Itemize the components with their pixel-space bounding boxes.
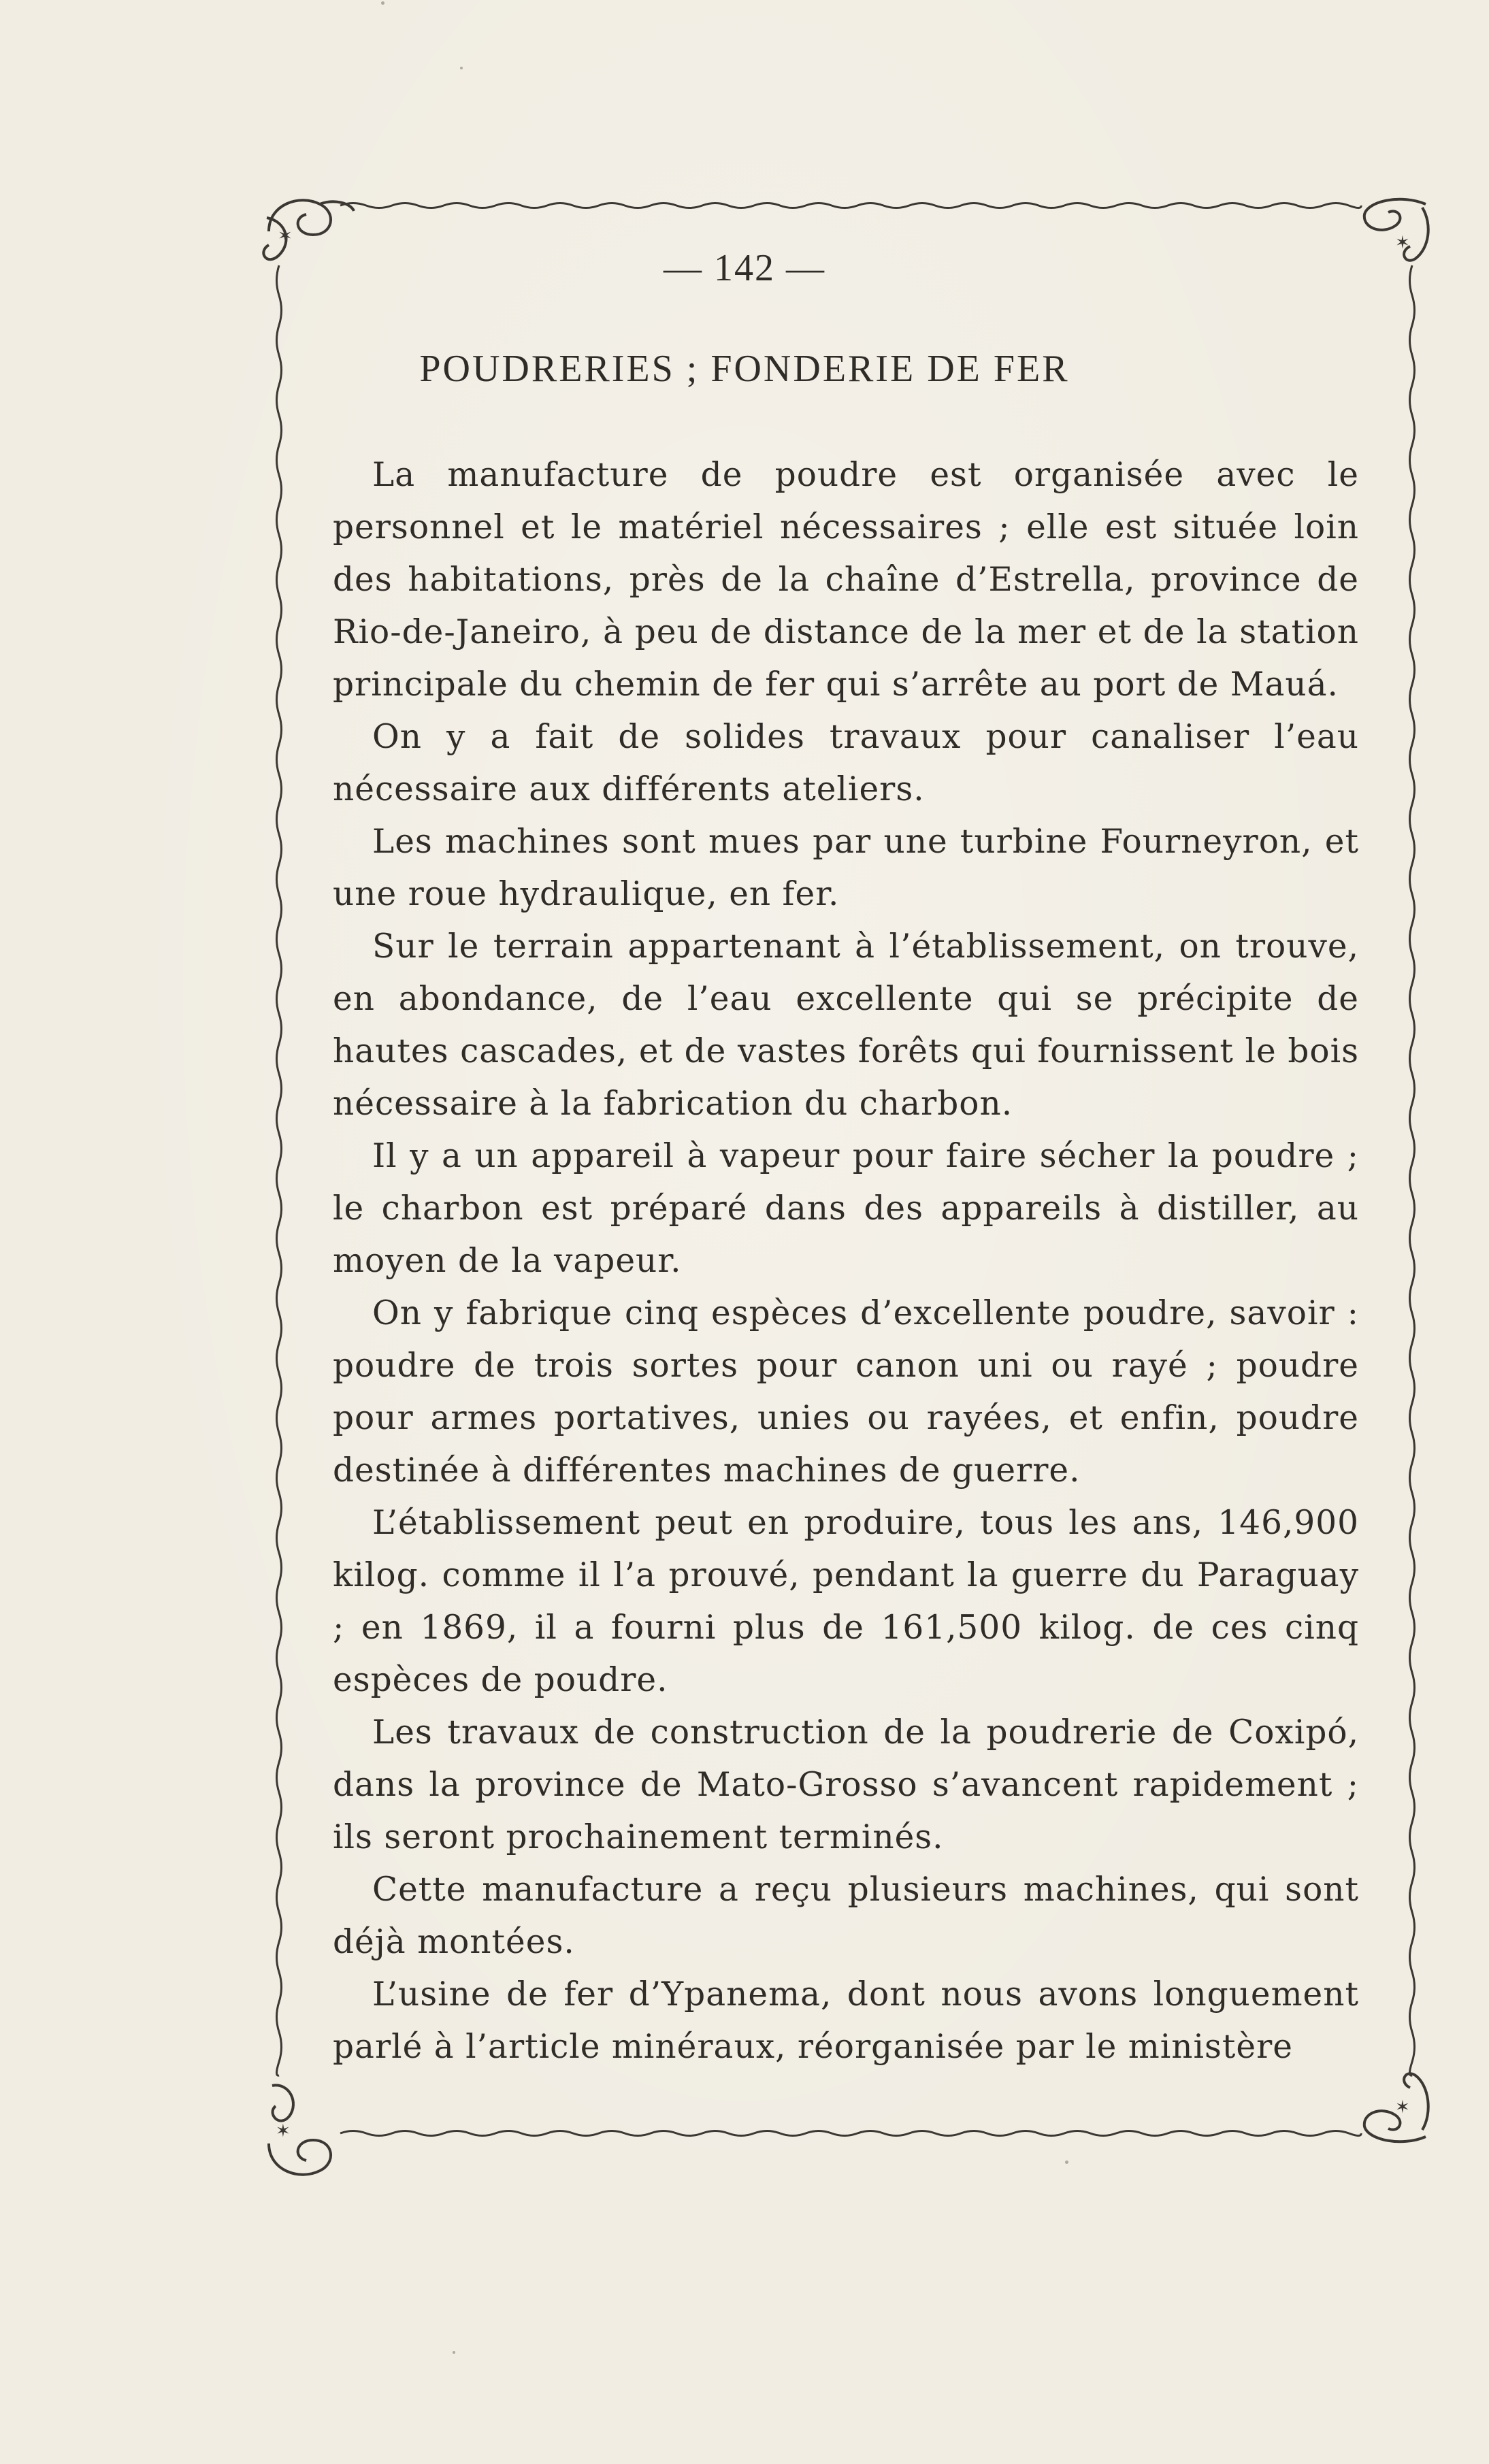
right-wave-rule: [1410, 265, 1415, 2075]
section-heading: POUDRERIES ; FONDERIE DE FER: [419, 348, 1070, 390]
paragraph: Les machines sont mues par une turbine Fourneyron, et une roue hydraulique, en fer.: [333, 823, 1359, 913]
paragraph: L’usine de fer d’Ypanema, dont nous avons longuement parlé à l’article minéraux, réorganisée par le ministère: [333, 1975, 1359, 2066]
top-wave-rule: [340, 203, 1361, 208]
paragraph: On y fabrique cinq espèces d’excellente poudre, savoir : poudre de trois sortes pour canon uni ou rayé ; poudre pour armes portatives, unies ou rayées, et enfin, poudre destinée à différentes machines de guerre.: [333, 1294, 1359, 1490]
paragraph: On y a fait de solides travaux pour canaliser l’eau nécessaire aux différents ateliers.: [333, 718, 1359, 808]
svg-text:✶: ✶: [1395, 233, 1410, 253]
paragraph: Cette manufacture a reçu plusieurs machines, qui sont déjà montées.: [333, 1871, 1359, 1961]
corner-ornament-bottom-left: [269, 2085, 331, 2174]
body-text: [333, 449, 1359, 2073]
paragraph: La manufacture de poudre est organisée avec le personnel et le matériel nécessaires ; elle est située loin des habitations, près de la chaîne d’Estrella, province de Rio-de-Janeiro, à peu de distance de la mer et de la station principale du chemin de fer qui s’arrête au port de Mauá.: [333, 456, 1359, 704]
speck: [453, 2351, 455, 2354]
speck: [381, 1, 384, 5]
svg-text:✶: ✶: [1395, 2097, 1410, 2118]
paragraph: Les travaux de construction de la poudrerie de Coxipó, dans la province de Mato-Grosso s’avancent rapidement ; ils seront prochainement terminés.: [333, 1713, 1359, 1856]
svg-text:✶: ✶: [278, 226, 293, 246]
bottom-wave-rule: [340, 2131, 1361, 2136]
paragraph: Sur le terrain appartenant à l’établissement, on trouve, en abondance, de l’eau excellente qui se précipite de hautes cascades, et de vastes forêts qui fournissent le bois nécessaire à la fabrication du charbon.: [333, 927, 1359, 1123]
paragraph: Il y a un appareil à vapeur pour faire sécher la poudre ; le charbon est préparé dans des appareils à distiller, au moyen de la vapeur.: [333, 1137, 1359, 1280]
left-wave-rule: [277, 265, 282, 2075]
svg-text:✶: ✶: [276, 2121, 291, 2141]
corner-ornament-bottom-right: [1364, 2073, 1428, 2141]
speck: [1065, 2161, 1068, 2164]
paragraph: L’établissement peut en produire, tous les ans, 146,900 kilog. comme il l’a prouvé, pendant la guerre du Paraguay ; en 1869, il a fourni plus de 161,500 kilog. de ces cinq espèces de poudre.: [333, 1504, 1359, 1699]
page-number: — 142 —: [664, 247, 825, 289]
speck: [460, 67, 463, 69]
